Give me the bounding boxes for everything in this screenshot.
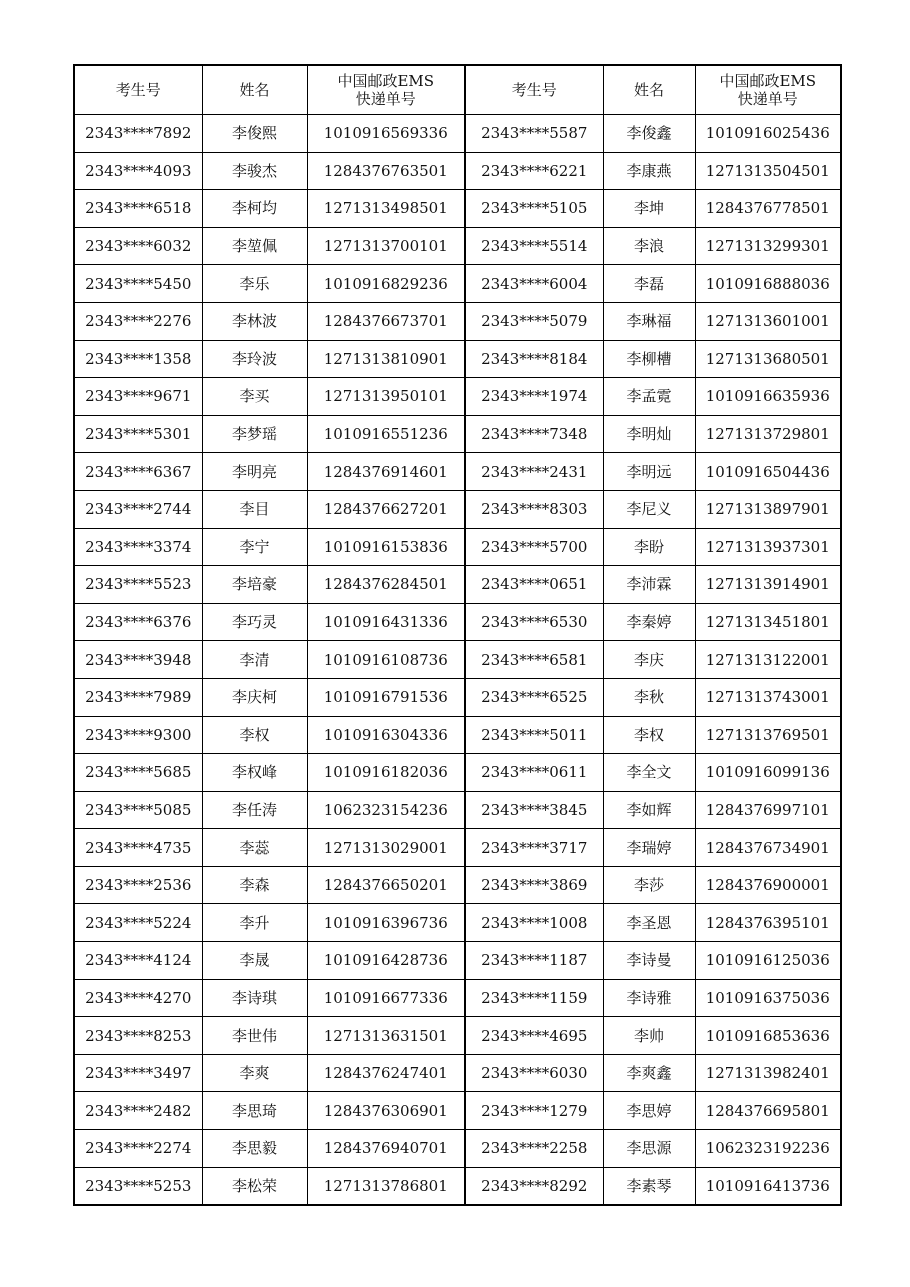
ems-number-cell: 1271313937301: [695, 528, 841, 566]
exam-id-cell: 2343****5224: [74, 904, 202, 942]
header-exam-id-right: 考生号: [465, 65, 603, 115]
exam-id-cell: 2343****5700: [465, 528, 603, 566]
name-cell: 李磊: [603, 265, 695, 303]
ems-number-cell: 1284376997101: [695, 791, 841, 829]
name-cell: 李明亮: [202, 453, 307, 491]
name-cell: 李世伟: [202, 1017, 307, 1055]
name-cell: 李秦婷: [603, 603, 695, 641]
name-cell: 李林波: [202, 302, 307, 340]
exam-id-cell: 2343****6004: [465, 265, 603, 303]
name-cell: 李权峰: [202, 754, 307, 792]
header-exam-id: 考生号: [74, 65, 202, 115]
ems-number-cell: 1284376734901: [695, 829, 841, 867]
table-row: [74, 115, 841, 153]
name-cell: 李孟霓: [603, 378, 695, 416]
name-cell: 李瑞婷: [603, 829, 695, 867]
exam-id-cell: 2343****8253: [74, 1017, 202, 1055]
header-ems-number-right: [695, 65, 841, 115]
name-cell: 李明灿: [603, 415, 695, 453]
exam-id-cell: 2343****1159: [465, 979, 603, 1017]
name-cell: 李柳槽: [603, 340, 695, 378]
ems-number-cell: 1271313897901: [695, 490, 841, 528]
exam-id-cell: 2343****1358: [74, 340, 202, 378]
exam-id-cell: 2343****5011: [465, 716, 603, 754]
ems-number-cell: 1010916888036: [695, 265, 841, 303]
name-cell: 李骏杰: [202, 152, 307, 190]
name-cell: 李培豪: [202, 566, 307, 604]
table-row: [74, 1167, 841, 1205]
table-row: [74, 490, 841, 528]
ems-number-cell: 1010916153836: [307, 528, 465, 566]
exam-id-cell: 2343****1187: [465, 942, 603, 980]
ems-number-cell: 1284376900001: [695, 866, 841, 904]
ems-number-cell: 1284376395101: [695, 904, 841, 942]
table-row: [74, 904, 841, 942]
ems-number-cell: 1271313786801: [307, 1167, 465, 1205]
name-cell: 李柯均: [202, 190, 307, 228]
exam-id-cell: 2343****5514: [465, 227, 603, 265]
exam-id-cell: 2343****5301: [74, 415, 202, 453]
name-cell: 李浪: [603, 227, 695, 265]
ems-number-cell: 1284376778501: [695, 190, 841, 228]
exam-id-cell: 2343****6221: [465, 152, 603, 190]
table-row: [74, 265, 841, 303]
ems-number-cell: 1271313601001: [695, 302, 841, 340]
exam-id-cell: 2343****1279: [465, 1092, 603, 1130]
ems-number-cell: 1062323154236: [307, 791, 465, 829]
exam-id-cell: 2343****2482: [74, 1092, 202, 1130]
ems-number-cell: 1271313504501: [695, 152, 841, 190]
ems-number-cell: 1010916375036: [695, 979, 841, 1017]
ems-number-cell: 1271313914901: [695, 566, 841, 604]
name-cell: 李全文: [603, 754, 695, 792]
header-row: [74, 65, 841, 115]
table-row: [74, 979, 841, 1017]
exam-id-cell: 2343****7892: [74, 115, 202, 153]
table-row: [74, 716, 841, 754]
name-cell: 李任涛: [202, 791, 307, 829]
exam-id-cell: 2343****6581: [465, 641, 603, 679]
exam-id-cell: 2343****8303: [465, 490, 603, 528]
exam-id-cell: 2343****6376: [74, 603, 202, 641]
exam-id-cell: 2343****6525: [465, 678, 603, 716]
exam-id-cell: 2343****2431: [465, 453, 603, 491]
exam-id-cell: 2343****4093: [74, 152, 202, 190]
name-cell: 李莎: [603, 866, 695, 904]
exam-id-cell: 2343****7989: [74, 678, 202, 716]
exam-id-cell: 2343****2274: [74, 1130, 202, 1168]
table-row: [74, 678, 841, 716]
name-cell: 李庆柯: [202, 678, 307, 716]
name-cell: 李玲波: [202, 340, 307, 378]
table-body: [74, 115, 841, 1205]
exam-id-cell: 2343****4124: [74, 942, 202, 980]
ems-number-cell: 1010916428736: [307, 942, 465, 980]
table-row: [74, 1017, 841, 1055]
exam-id-cell: 2343****8292: [465, 1167, 603, 1205]
exam-id-cell: 2343****8184: [465, 340, 603, 378]
table-row: [74, 528, 841, 566]
exam-id-cell: 2343****2744: [74, 490, 202, 528]
exam-id-cell: 2343****2258: [465, 1130, 603, 1168]
exam-id-cell: 2343****7348: [465, 415, 603, 453]
ems-number-cell: 1271313299301: [695, 227, 841, 265]
ems-number-cell: 1271313769501: [695, 716, 841, 754]
table-header: [74, 65, 841, 115]
ems-number-cell: 1010916099136: [695, 754, 841, 792]
ems-number-cell: 1271313810901: [307, 340, 465, 378]
ems-number-cell: 1271313950101: [307, 378, 465, 416]
name-cell: 李沛霖: [603, 566, 695, 604]
ems-number-cell: 1010916853636: [695, 1017, 841, 1055]
ems-number-cell: 1010916504436: [695, 453, 841, 491]
ems-tracking-table: [73, 64, 842, 1206]
name-cell: 李明远: [603, 453, 695, 491]
ems-number-cell: 1284376914601: [307, 453, 465, 491]
exam-id-cell: 2343****9671: [74, 378, 202, 416]
exam-id-cell: 2343****1974: [465, 378, 603, 416]
ems-number-cell: 1284376247401: [307, 1054, 465, 1092]
exam-id-cell: 2343****5523: [74, 566, 202, 604]
name-cell: 李思源: [603, 1130, 695, 1168]
name-cell: 李权: [603, 716, 695, 754]
exam-id-cell: 2343****1008: [465, 904, 603, 942]
exam-id-cell: 2343****3717: [465, 829, 603, 867]
table-row: [74, 1054, 841, 1092]
header-ems-line2-right: 快递单号: [737, 90, 798, 108]
name-cell: 李诗曼: [603, 942, 695, 980]
name-cell: 李梦瑶: [202, 415, 307, 453]
name-cell: 李巧灵: [202, 603, 307, 641]
name-cell: 李思婷: [603, 1092, 695, 1130]
name-cell: 李圣恩: [603, 904, 695, 942]
exam-id-cell: 2343****2536: [74, 866, 202, 904]
table-row: [74, 453, 841, 491]
ems-number-cell: 1010916396736: [307, 904, 465, 942]
ems-number-cell: 1271313451801: [695, 603, 841, 641]
header-ems-line1: 中国邮政EMS: [337, 72, 435, 90]
name-cell: 李清: [202, 641, 307, 679]
ems-number-cell: 1271313680501: [695, 340, 841, 378]
name-cell: 李堃佩: [202, 227, 307, 265]
name-cell: 李晟: [202, 942, 307, 980]
ems-number-cell: 1010916304336: [307, 716, 465, 754]
exam-id-cell: 2343****6518: [74, 190, 202, 228]
ems-number-cell: 1010916413736: [695, 1167, 841, 1205]
ems-number-cell: 1271313631501: [307, 1017, 465, 1055]
header-ems-line2: 快递单号: [355, 90, 416, 108]
ems-number-cell: 1271313029001: [307, 829, 465, 867]
ems-number-cell: 1284376673701: [307, 302, 465, 340]
ems-number-cell: 1010916829236: [307, 265, 465, 303]
exam-id-cell: 2343****3869: [465, 866, 603, 904]
ems-number-cell: 1271313729801: [695, 415, 841, 453]
name-cell: 李庆: [603, 641, 695, 679]
exam-id-cell: 2343****0651: [465, 566, 603, 604]
table-row: [74, 791, 841, 829]
exam-id-cell: 2343****5105: [465, 190, 603, 228]
table-row: [74, 152, 841, 190]
table-row: [74, 1092, 841, 1130]
ems-number-cell: 1284376695801: [695, 1092, 841, 1130]
table-row: [74, 340, 841, 378]
header-name: 姓名: [202, 65, 307, 115]
ems-number-cell: 1010916182036: [307, 754, 465, 792]
exam-id-cell: 2343****5085: [74, 791, 202, 829]
header-ems-line1-right: 中国邮政EMS: [719, 72, 817, 90]
ems-number-cell: 1010916791536: [307, 678, 465, 716]
exam-id-cell: 2343****2276: [74, 302, 202, 340]
exam-id-cell: 2343****5450: [74, 265, 202, 303]
ems-number-cell: 1284376763501: [307, 152, 465, 190]
table-row: [74, 378, 841, 416]
ems-number-cell: 1284376306901: [307, 1092, 465, 1130]
table-row: [74, 415, 841, 453]
table-row: [74, 1130, 841, 1168]
name-cell: 李爽: [202, 1054, 307, 1092]
exam-id-cell: 2343****5685: [74, 754, 202, 792]
exam-id-cell: 2343****3497: [74, 1054, 202, 1092]
exam-id-cell: 2343****0611: [465, 754, 603, 792]
ems-number-cell: 1271313982401: [695, 1054, 841, 1092]
ems-number-cell: 1271313700101: [307, 227, 465, 265]
name-cell: 李升: [202, 904, 307, 942]
name-cell: 李森: [202, 866, 307, 904]
ems-number-cell: 1010916025436: [695, 115, 841, 153]
exam-id-cell: 2343****4695: [465, 1017, 603, 1055]
name-cell: 李目: [202, 490, 307, 528]
name-cell: 李俊熙: [202, 115, 307, 153]
ems-number-cell: 1271313743001: [695, 678, 841, 716]
name-cell: 李坤: [603, 190, 695, 228]
name-cell: 李爽鑫: [603, 1054, 695, 1092]
table-row: [74, 566, 841, 604]
exam-id-cell: 2343****6367: [74, 453, 202, 491]
ems-number-cell: 1010916569336: [307, 115, 465, 153]
ems-number-cell: 1284376627201: [307, 490, 465, 528]
table-row: [74, 227, 841, 265]
header-name-right: 姓名: [603, 65, 695, 115]
exam-id-cell: 2343****4270: [74, 979, 202, 1017]
table-row: [74, 754, 841, 792]
name-cell: 李买: [202, 378, 307, 416]
table-row: [74, 190, 841, 228]
ems-number-cell: 1284376284501: [307, 566, 465, 604]
header-ems-number: [307, 65, 465, 115]
ems-number-cell: 1284376650201: [307, 866, 465, 904]
table-row: [74, 942, 841, 980]
exam-id-cell: 2343****5253: [74, 1167, 202, 1205]
exam-id-cell: 2343****6032: [74, 227, 202, 265]
name-cell: 李思琦: [202, 1092, 307, 1130]
name-cell: 李乐: [202, 265, 307, 303]
name-cell: 李琳福: [603, 302, 695, 340]
name-cell: 李思毅: [202, 1130, 307, 1168]
table-row: [74, 603, 841, 641]
ems-number-cell: 1271313122001: [695, 641, 841, 679]
name-cell: 李盼: [603, 528, 695, 566]
exam-id-cell: 2343****3374: [74, 528, 202, 566]
name-cell: 李权: [202, 716, 307, 754]
ems-number-cell: 1010916635936: [695, 378, 841, 416]
ems-number-cell: 1062323192236: [695, 1130, 841, 1168]
ems-number-cell: 1010916677336: [307, 979, 465, 1017]
exam-id-cell: 2343****6030: [465, 1054, 603, 1092]
name-cell: 李秋: [603, 678, 695, 716]
ems-number-cell: 1010916431336: [307, 603, 465, 641]
ems-number-cell: 1271313498501: [307, 190, 465, 228]
name-cell: 李诗琪: [202, 979, 307, 1017]
ems-number-cell: 1010916125036: [695, 942, 841, 980]
exam-id-cell: 2343****6530: [465, 603, 603, 641]
name-cell: 李康燕: [603, 152, 695, 190]
ems-number-cell: 1010916108736: [307, 641, 465, 679]
name-cell: 李帅: [603, 1017, 695, 1055]
table-row: [74, 641, 841, 679]
exam-id-cell: 2343****3948: [74, 641, 202, 679]
exam-id-cell: 2343****5587: [465, 115, 603, 153]
table-row: [74, 302, 841, 340]
ems-number-cell: 1284376940701: [307, 1130, 465, 1168]
name-cell: 李蕊: [202, 829, 307, 867]
ems-number-cell: 1010916551236: [307, 415, 465, 453]
name-cell: 李俊鑫: [603, 115, 695, 153]
name-cell: 李素琴: [603, 1167, 695, 1205]
name-cell: 李诗雅: [603, 979, 695, 1017]
name-cell: 李如辉: [603, 791, 695, 829]
table-row: [74, 866, 841, 904]
exam-id-cell: 2343****9300: [74, 716, 202, 754]
name-cell: 李尼义: [603, 490, 695, 528]
exam-id-cell: 2343****4735: [74, 829, 202, 867]
table-row: [74, 829, 841, 867]
exam-id-cell: 2343****5079: [465, 302, 603, 340]
name-cell: 李宁: [202, 528, 307, 566]
name-cell: 李松荣: [202, 1167, 307, 1205]
exam-id-cell: 2343****3845: [465, 791, 603, 829]
